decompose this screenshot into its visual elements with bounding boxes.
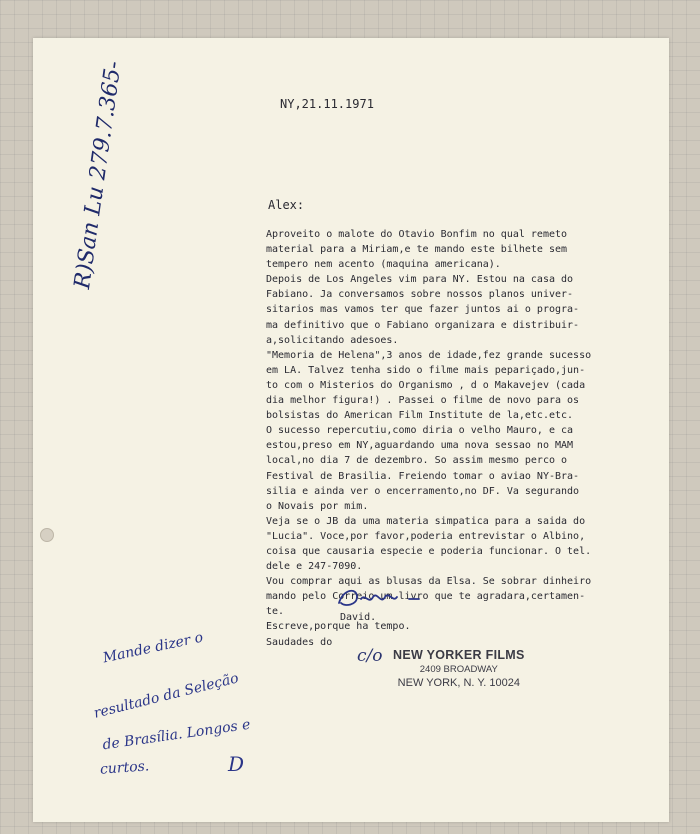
letter-body-line: Escreve,porque ha tempo. bbox=[266, 621, 411, 633]
letter-body-line: "Memoria de Helena",3 anos de idade,fez grande sucesso bbox=[266, 349, 592, 361]
letter-body-line: ma definitivo que o Fabiano organizara e distribuir- bbox=[266, 319, 580, 331]
letter-body-line: sitarios mas vamos ter que fazer juntos ai o progra- bbox=[266, 304, 580, 316]
typed-sender-name: David. bbox=[340, 612, 377, 623]
letter-body bbox=[266, 227, 646, 650]
letter-body-line: mando pelo Correio um livro que te agradara,certamen- bbox=[266, 591, 586, 603]
letter-body-line: Depois de Los Angeles vim para NY. Estou na casa do bbox=[266, 274, 574, 286]
letter-body-line: bolsistas do American Film Institute de la,etc.etc. bbox=[266, 410, 574, 422]
letter-body-line: Fabiano. Ja conversamos sobre nossos planos univer- bbox=[266, 289, 574, 301]
care-of-handwritten: c/o bbox=[357, 646, 383, 666]
letter-body-line: local,no dia 7 de dezembro. So assim mesmo perco o bbox=[266, 455, 568, 467]
letter-body-line: to com o Misterios do Organismo , d o Makavejev (cada bbox=[266, 379, 586, 391]
letter-body-line: silia e ainda ver o encerramento,no DF. Va segurando bbox=[266, 485, 580, 497]
letter-body-line: em LA. Talvez tenha sido o filme mais pepariçado,jun- bbox=[266, 364, 586, 376]
stamp-city: NEW YORK, N. Y. 10024 bbox=[397, 677, 520, 689]
postscript-line: de Brasília. Longos e bbox=[101, 716, 252, 754]
letter-body-line: Aproveito o malote do Otavio Bonfim no qual remeto bbox=[266, 229, 568, 240]
letter-greeting: Alex: bbox=[268, 198, 305, 212]
letter-body-line: Vou comprar aqui as blusas da Elsa. Se sobrar dinheiro bbox=[266, 576, 592, 588]
letter-body-line: "Lucia". Voce,por favor,poderia entrevistar o Albino, bbox=[266, 530, 586, 542]
letter-body-line: Saudades do bbox=[266, 636, 333, 648]
letter-body-line: O sucesso repercutiu,como diria o velho Mauro, e ca bbox=[266, 425, 574, 437]
letter-body-line: dele e 247-7090. bbox=[266, 561, 363, 573]
postscript-line: curtos. bbox=[99, 758, 150, 778]
letter-body-line: dia melhor figura!) . Passei o filme de novo para os bbox=[266, 395, 580, 407]
margin-handwritten-note bbox=[15, 59, 127, 332]
letter-body-line: te. bbox=[266, 606, 285, 618]
letter-body-line: coisa que causaria especie e poderia funcionar. O tel. bbox=[266, 545, 592, 557]
letter-body-line: Festival de Brasilia. Freiendo tomar o aviao NY-Bra- bbox=[266, 470, 580, 482]
letter-body-line: o Novais por mim. bbox=[266, 500, 369, 512]
letter-body-line: material para a Miriam,e te mando este bilhete sem bbox=[266, 244, 568, 256]
handwritten-signature bbox=[335, 583, 425, 613]
letter-body-line: tempero nem acento (maquina americana). bbox=[266, 259, 501, 271]
letter-date: NY,21.11.1971 bbox=[280, 97, 374, 111]
letter-body-line: estou,preso em NY,aguardando uma nova sessao no MAM bbox=[266, 440, 574, 452]
punch-hole bbox=[40, 528, 54, 542]
postscript-line: Mande dizer o bbox=[101, 629, 205, 667]
stamp-company: NEW YORKER FILMS bbox=[393, 648, 525, 662]
postscript-line: resultado da Seleção bbox=[92, 670, 241, 722]
letter-body-line: Veja se o JB da uma materia simpatica para a saida do bbox=[266, 515, 586, 527]
postscript-initial: D bbox=[228, 752, 245, 776]
letter-body-line: a,solicitando adesoes. bbox=[266, 334, 399, 346]
margin-note-text: R)San Lu 279.7.365- bbox=[70, 59, 127, 291]
stamp-street: 2409 BROADWAY bbox=[419, 664, 498, 675]
address-stamp bbox=[393, 648, 525, 689]
